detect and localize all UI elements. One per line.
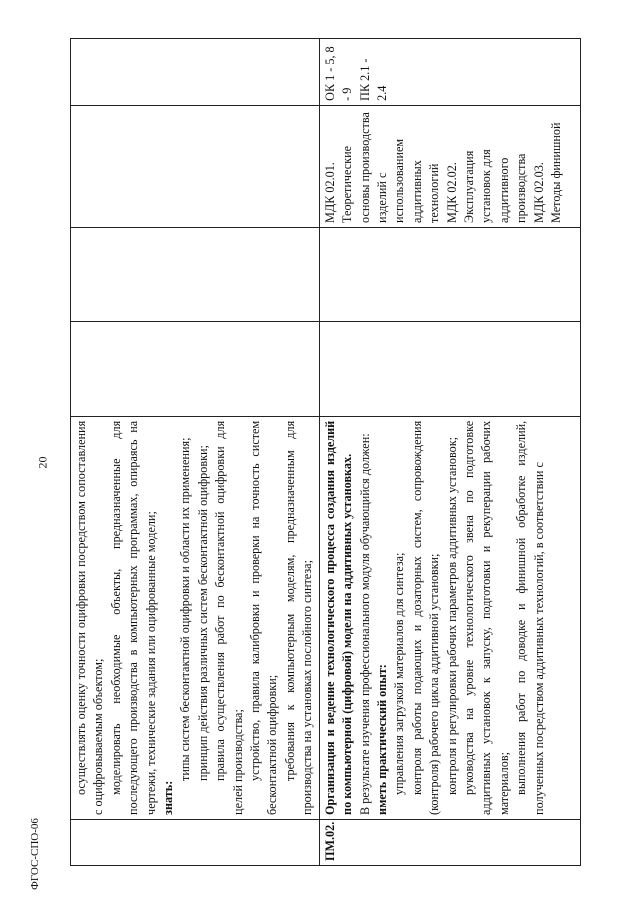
content-cell xyxy=(71,416,320,819)
page-number: 20 xyxy=(35,456,50,469)
content-line: управления загрузкой материалов для синтеза; xyxy=(392,552,407,795)
content-line: выполнения работ по доводке и финишной обработке изделий, полученных посредством аддитивных технологий, в соответствии с xyxy=(514,420,546,815)
content-cell xyxy=(319,416,580,819)
rotated-table-container xyxy=(70,38,563,866)
competency-line: ОК 1 - 5, 8 - 9 xyxy=(322,46,355,101)
content-line: Организация и ведение технологического процесса создания изделий по компьютерной (цифровой) модели на аддитивных установках. xyxy=(322,420,355,815)
module-code-cell: ПМ.02. xyxy=(319,819,580,865)
content-line: типы систем бесконтактной оцифровки и области их применения; xyxy=(178,437,193,781)
curriculum-table xyxy=(70,38,581,866)
footer-standard-code: ФГОС-СПО-06 xyxy=(28,818,41,890)
content-line: В результате изучения профессионального модуля обучающийся должен: xyxy=(357,433,372,815)
content-line: контроля и регулировки рабочих параметров аддитивных установок; xyxy=(444,436,459,795)
competency-line: ПК 2.1 - 2.4 xyxy=(357,58,389,101)
module-code-cell xyxy=(71,819,320,865)
content-line: контроля работы подающих и дозаторных систем, сопровождения (контроля) рабочего цикла аддитивной установки; xyxy=(409,420,442,815)
content-line: руководства на уровне технологического звена по подготовке аддитивных установок к запуску, подготовки и рекуперации рабочих материалов; xyxy=(461,420,511,815)
mdk-cell xyxy=(319,105,580,227)
empty-cell xyxy=(71,322,320,416)
empty-cell xyxy=(71,227,320,321)
table-row xyxy=(71,39,320,866)
content-line: правила осуществления работ по бесконтактной оцифровки для целей производства; xyxy=(213,420,245,815)
competencies-cell xyxy=(71,39,320,106)
content-line: знать: xyxy=(161,780,176,815)
empty-cell xyxy=(319,227,580,321)
content-line: иметь практический опыт: xyxy=(374,664,389,815)
content-line: устройство, правила калибровки и проверки на точность систем бесконтактной оцифровки; xyxy=(248,420,280,815)
table-row xyxy=(319,39,580,866)
empty-cell xyxy=(319,322,580,416)
mdk-line: МДК 02.01. xyxy=(322,162,337,223)
mdk-line: МДК 02.02. xyxy=(444,162,459,223)
mdk-cell xyxy=(71,105,320,227)
mdk-line: Методы финишной xyxy=(548,122,563,223)
competencies-cell xyxy=(319,39,580,106)
content-line: принцип действия различных систем бесконтактной оцифровки; xyxy=(195,445,210,781)
content-line: требования к компьютерным моделям, предназначенным для производства на установках послойного синтеза; xyxy=(282,420,315,815)
content-line: осуществлять оценку точности оцифровки посредством сопоставления с оцифровываемым объектом; xyxy=(74,420,106,815)
mdk-line: Эксплуатация установок для аддитивного производства xyxy=(461,149,529,223)
mdk-line: МДК 02.03. xyxy=(531,162,546,223)
content-line: моделировать необходимые объекты, предназначенные для последующего производства в компьютерных программах, опираясь на чертежи, технические задания или оцифрованные модели; xyxy=(108,420,158,815)
mdk-line: Теоретические основы производства изделий с использованием аддитивных технологий xyxy=(340,112,442,223)
